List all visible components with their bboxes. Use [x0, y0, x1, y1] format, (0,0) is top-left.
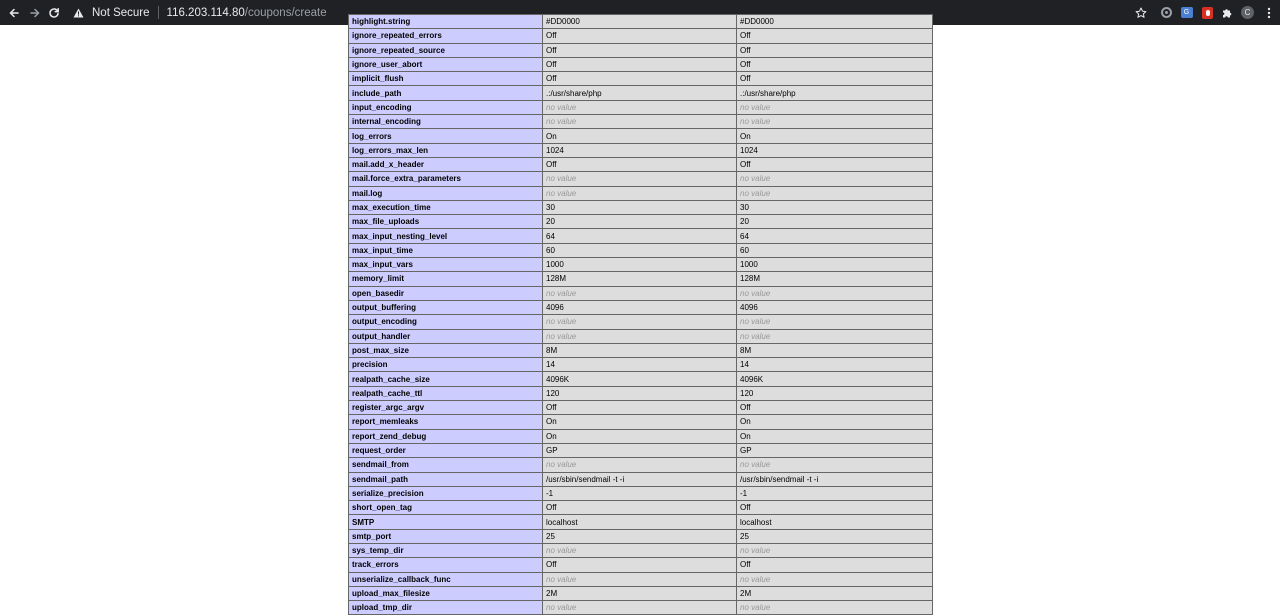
- directive-name: mail.log: [349, 186, 543, 200]
- table-row: [349, 586, 933, 600]
- directive-name: max_input_nesting_level: [349, 229, 543, 243]
- directive-name: max_execution_time: [349, 200, 543, 214]
- master-value: 25: [737, 529, 933, 543]
- local-value: no value: [543, 601, 737, 615]
- master-value: Off: [737, 29, 933, 43]
- directive-name: report_zend_debug: [349, 429, 543, 443]
- directive-name: SMTP: [349, 515, 543, 529]
- local-value: 1024: [543, 143, 737, 157]
- directive-name: memory_limit: [349, 272, 543, 286]
- directive-name: upload_tmp_dir: [349, 601, 543, 615]
- local-value: no value: [543, 186, 737, 200]
- local-value: localhost: [543, 515, 737, 529]
- table-row: [349, 558, 933, 572]
- directive-name: internal_encoding: [349, 115, 543, 129]
- table-row: [349, 272, 933, 286]
- master-value: 128M: [737, 272, 933, 286]
- master-value: no value: [737, 172, 933, 186]
- table-row: [349, 372, 933, 386]
- master-value: GP: [737, 443, 933, 457]
- local-value: 20: [543, 215, 737, 229]
- url-host[interactable]: 116.203.114.80: [166, 6, 245, 19]
- table-row: [349, 315, 933, 329]
- directive-name: log_errors: [349, 129, 543, 143]
- master-value: 30: [737, 200, 933, 214]
- omnibox-divider: [158, 6, 159, 19]
- directive-name: max_file_uploads: [349, 215, 543, 229]
- directive-name: output_buffering: [349, 300, 543, 314]
- directive-name: input_encoding: [349, 100, 543, 114]
- table-row: [349, 186, 933, 200]
- directive-name: mail.force_extra_parameters: [349, 172, 543, 186]
- master-value: Off: [737, 558, 933, 572]
- master-value: Off: [737, 157, 933, 171]
- local-value: On: [543, 415, 737, 429]
- table-row: [349, 129, 933, 143]
- local-value: Off: [543, 157, 737, 171]
- master-value: On: [737, 429, 933, 443]
- phpinfo-directive-table: [348, 14, 933, 615]
- table-row: [349, 501, 933, 515]
- master-value: #DD0000: [737, 15, 933, 29]
- master-value: 14: [737, 358, 933, 372]
- table-row: [349, 72, 933, 86]
- master-value: 8M: [737, 343, 933, 357]
- directive-name: sendmail_path: [349, 472, 543, 486]
- table-row: [349, 572, 933, 586]
- local-value: Off: [543, 401, 737, 415]
- master-value: On: [737, 129, 933, 143]
- table-row: [349, 29, 933, 43]
- master-value: 4096: [737, 300, 933, 314]
- master-value: 1000: [737, 258, 933, 272]
- master-value: no value: [737, 186, 933, 200]
- local-value: 1000: [543, 258, 737, 272]
- local-value: Off: [543, 29, 737, 43]
- directive-name: realpath_cache_size: [349, 372, 543, 386]
- table-row: [349, 57, 933, 71]
- local-value: .:/usr/share/php: [543, 86, 737, 100]
- local-value: 120: [543, 386, 737, 400]
- phpinfo-table-body: [349, 15, 933, 615]
- avatar-letter: C: [1241, 6, 1254, 19]
- directive-name: max_input_vars: [349, 258, 543, 272]
- local-value: On: [543, 429, 737, 443]
- table-row: [349, 343, 933, 357]
- local-value: 4096K: [543, 372, 737, 386]
- master-value: Off: [737, 72, 933, 86]
- table-row: [349, 329, 933, 343]
- master-value: Off: [737, 43, 933, 57]
- profile-avatar[interactable]: [1239, 4, 1256, 21]
- directive-name: output_encoding: [349, 315, 543, 329]
- directive-name: realpath_cache_ttl: [349, 386, 543, 400]
- table-row: [349, 458, 933, 472]
- directive-name: highlight.string: [349, 15, 543, 29]
- directive-name: implicit_flush: [349, 72, 543, 86]
- table-row: [349, 86, 933, 100]
- table-row: [349, 401, 933, 415]
- table-row: [349, 300, 933, 314]
- local-value: 2M: [543, 586, 737, 600]
- master-value: Off: [737, 57, 933, 71]
- local-value: 25: [543, 529, 737, 543]
- directive-name: sendmail_from: [349, 458, 543, 472]
- directive-name: track_errors: [349, 558, 543, 572]
- local-value: no value: [543, 100, 737, 114]
- master-value: no value: [737, 115, 933, 129]
- directive-name: upload_max_filesize: [349, 586, 543, 600]
- master-value: no value: [737, 458, 933, 472]
- table-row: [349, 386, 933, 400]
- table-row: [349, 286, 933, 300]
- directive-name: log_errors_max_len: [349, 143, 543, 157]
- master-value: no value: [737, 100, 933, 114]
- directive-name: short_open_tag: [349, 501, 543, 515]
- forward-arrow-icon[interactable]: [26, 0, 44, 25]
- local-value: Off: [543, 43, 737, 57]
- local-value: 60: [543, 243, 737, 257]
- local-value: 128M: [543, 272, 737, 286]
- table-row: [349, 486, 933, 500]
- local-value: Off: [543, 558, 737, 572]
- local-value: no value: [543, 286, 737, 300]
- table-row: [349, 529, 933, 543]
- table-row: [349, 472, 933, 486]
- table-row: [349, 172, 933, 186]
- directive-name: precision: [349, 358, 543, 372]
- master-value: no value: [737, 329, 933, 343]
- local-value: 30: [543, 200, 737, 214]
- master-value: Off: [737, 501, 933, 515]
- record-icon[interactable]: [1199, 4, 1216, 21]
- local-value: On: [543, 129, 737, 143]
- master-value: -1: [737, 486, 933, 500]
- directive-name: include_path: [349, 86, 543, 100]
- directive-name: ignore_user_abort: [349, 57, 543, 71]
- local-value: no value: [543, 315, 737, 329]
- master-value: no value: [737, 286, 933, 300]
- master-value: .:/usr/share/php: [737, 86, 933, 100]
- menu-icon[interactable]: [1260, 4, 1277, 21]
- local-value: no value: [543, 115, 737, 129]
- table-row: [349, 229, 933, 243]
- directive-name: ignore_repeated_errors: [349, 29, 543, 43]
- master-value: Off: [737, 401, 933, 415]
- directive-name: ignore_repeated_source: [349, 43, 543, 57]
- table-row: [349, 157, 933, 171]
- master-value: 60: [737, 243, 933, 257]
- directive-name: sys_temp_dir: [349, 543, 543, 557]
- directive-name: open_basedir: [349, 286, 543, 300]
- directive-name: unserialize_callback_func: [349, 572, 543, 586]
- bookmark-star-icon[interactable]: [1132, 4, 1149, 21]
- directive-name: output_handler: [349, 329, 543, 343]
- master-value: no value: [737, 572, 933, 586]
- page-content: [0, 17, 1280, 616]
- table-row: [349, 415, 933, 429]
- local-value: Off: [543, 72, 737, 86]
- master-value: no value: [737, 601, 933, 615]
- master-value: 1024: [737, 143, 933, 157]
- master-value: no value: [737, 543, 933, 557]
- directive-name: serialize_precision: [349, 486, 543, 500]
- table-row: [349, 443, 933, 457]
- master-value: 4096K: [737, 372, 933, 386]
- table-row: [349, 15, 933, 29]
- local-value: Off: [543, 57, 737, 71]
- master-value: no value: [737, 315, 933, 329]
- master-value: On: [737, 415, 933, 429]
- local-value: Off: [543, 501, 737, 515]
- directive-name: max_input_time: [349, 243, 543, 257]
- master-value: localhost: [737, 515, 933, 529]
- table-row: [349, 543, 933, 557]
- table-row: [349, 601, 933, 615]
- local-value: no value: [543, 172, 737, 186]
- table-row: [349, 200, 933, 214]
- master-value: 2M: [737, 586, 933, 600]
- url-path[interactable]: /coupons/create: [244, 6, 327, 19]
- local-value: 64: [543, 229, 737, 243]
- table-row: [349, 215, 933, 229]
- extension-circle-icon[interactable]: [1158, 4, 1175, 21]
- table-row: [349, 43, 933, 57]
- table-row: [349, 429, 933, 443]
- master-value: 64: [737, 229, 933, 243]
- table-row: [349, 100, 933, 114]
- local-value: no value: [543, 329, 737, 343]
- directive-name: report_memleaks: [349, 415, 543, 429]
- table-row: [349, 515, 933, 529]
- local-value: no value: [543, 543, 737, 557]
- local-value: /usr/sbin/sendmail -t -i: [543, 472, 737, 486]
- security-label[interactable]: Not Secure: [92, 6, 150, 19]
- directive-name: request_order: [349, 443, 543, 457]
- local-value: no value: [543, 458, 737, 472]
- local-value: #DD0000: [543, 15, 737, 29]
- local-value: no value: [543, 572, 737, 586]
- directive-name: mail.add_x_header: [349, 157, 543, 171]
- local-value: 4096: [543, 300, 737, 314]
- directive-name: register_argc_argv: [349, 401, 543, 415]
- directive-name: post_max_size: [349, 343, 543, 357]
- table-row: [349, 115, 933, 129]
- master-value: 20: [737, 215, 933, 229]
- translate-icon[interactable]: G: [1178, 4, 1195, 21]
- table-row: [349, 243, 933, 257]
- local-value: -1: [543, 486, 737, 500]
- local-value: GP: [543, 443, 737, 457]
- warning-triangle-icon[interactable]: [73, 7, 86, 19]
- table-row: [349, 143, 933, 157]
- local-value: 14: [543, 358, 737, 372]
- master-value: /usr/sbin/sendmail -t -i: [737, 472, 933, 486]
- directive-name: smtp_port: [349, 529, 543, 543]
- master-value: 120: [737, 386, 933, 400]
- table-row: [349, 258, 933, 272]
- reload-icon[interactable]: [45, 0, 63, 25]
- back-arrow-icon[interactable]: [5, 0, 23, 25]
- puzzle-icon[interactable]: [1218, 4, 1235, 21]
- local-value: 8M: [543, 343, 737, 357]
- table-row: [349, 358, 933, 372]
